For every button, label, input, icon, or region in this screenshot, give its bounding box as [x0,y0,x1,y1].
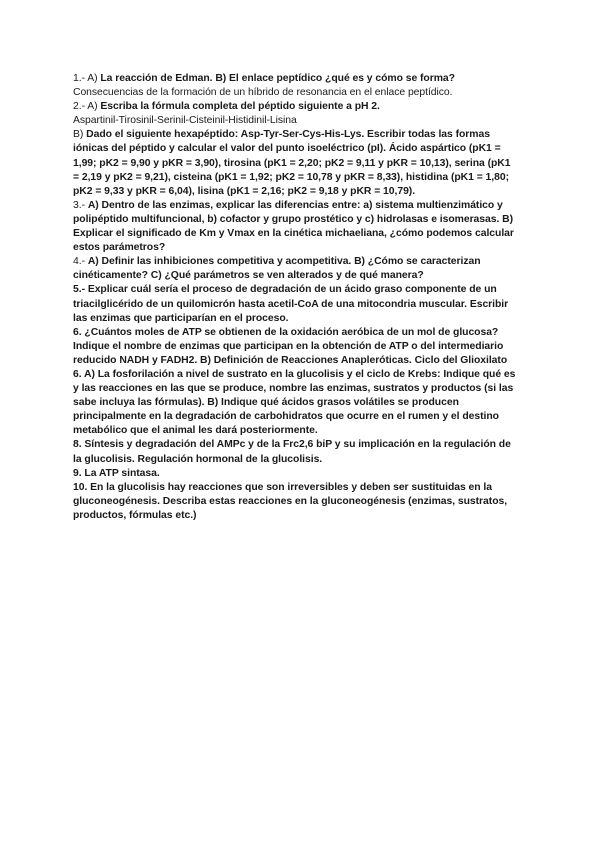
text-segment: 1.- A) [73,73,101,84]
question-item [73,326,529,368]
text-segment: 8. Síntesis y degradación del AMPc y de la Frc2,6 biP y su implicación en la regulación de [73,439,511,451]
text-segment: 9. La ATP sintasa. [73,467,160,479]
text-line [73,438,529,452]
question-item [73,100,529,199]
text-line [73,213,529,227]
text-segment: 2.- A) [73,101,101,113]
text-line [73,142,529,156]
text-segment: A) Definir las inhibiciones competitiva y acompetitiva. B) ¿Cómo se caracterizan [87,256,481,268]
text-segment: estos parámetros? [73,242,166,254]
text-line [73,354,529,368]
text-line [73,396,529,410]
text-line [73,171,529,185]
text-segment: pK2 = 9,33 y pKR = 6,04), lisina (pK1 = 2,16; pK2 = 9,18 y pKR = 10,79). [73,185,416,197]
text-segment: 6. A) La fosforilación a nivel de sustrato en la glucolisis y el ciclo de Krebs: Indique qué es [73,368,516,380]
text-segment: cinéticamente? C) ¿Qué parámetros se ven alterados y de qué manera? [73,270,424,282]
text-line [73,509,529,523]
text-line [73,157,529,171]
text-segment: Aspartinil-Tirosinil-Serinil-Cisteinil-Histidinil-Lisina [73,115,297,127]
text-segment: Consecuencias de la formación de un híbrido de resonancia en el enlace peptídico. [73,87,453,99]
text-segment: 1,99; pK2 = 9,90 y pKR = 3,90), [73,157,224,169]
text-line [73,185,529,199]
text-segment: La reacción de Edman. B) El enlace peptídico ¿qué es y cómo se forma? [100,73,455,84]
question-item [73,72,529,100]
text-segment: A) Dentro de las enzimas, explicar las diferencias entre: a) sistema multienzimático y [87,199,503,211]
text-segment: 6. ¿Cuántos moles de ATP se obtienen de la oxidación aeróbica de un mol de glucosa? [73,326,499,338]
question-item [73,255,529,283]
text-line [73,467,529,481]
text-segment: tirosina (pK1 = 2,20; pK2 = 9,11 y pKR = 10,13), serina (pK1 [223,157,511,169]
text-segment: triacilglicérido de un quilomicrón hasta acetil-CoA de una mitocondria muscular. Escribir [73,298,509,310]
text-segment: principalmente en la degradación de carbohidratos que ocurre en el rumen y el destino [73,411,499,423]
text-line [73,86,529,100]
text-line [73,410,529,424]
text-segment: sabe incluya las fórmulas). B) Indique qué ácidos grasos volátiles se producen [73,397,459,409]
text-line [73,340,529,354]
text-segment: las enzimas que participarían en el proceso. [73,312,289,324]
text-line [73,368,529,382]
text-line [73,298,529,312]
question-item [73,283,529,325]
text-line [73,72,529,86]
question-item [73,368,529,438]
text-line [73,495,529,509]
text-line [73,100,529,114]
text-segment: 4.- [73,256,88,268]
text-segment: gluconeogénesis. Describa estas reacciones en la gluconeogénesis (enzimas, sustratos, [73,495,508,507]
text-line [73,424,529,438]
text-segment: Explicar el significado de Km y Vmax en la cinética michaeliana, ¿cómo podemos calcular [73,228,514,240]
text-line [73,269,529,283]
text-segment: Escriba la fórmula completa del péptido siguiente a pH 2. [100,101,380,113]
question-item [73,467,529,481]
text-segment: 3.- [73,199,88,211]
text-segment: = 2,19 y pK2 = 9,21), cisteina (pK1 = 1,92; pK2 = 10,78 y pKR = 8,33), histidina (pK1 = 1,80; [73,171,509,183]
text-line [73,227,529,241]
text-segment: iónicas del péptido y calcular el valor del punto isoeléctrico (pI). Ácido aspártico (pK1 = [73,143,501,155]
text-line [73,241,529,255]
text-segment: 5.- Explicar cuál sería el proceso de degradación de un ácido graso componente de un [73,284,497,296]
text-line [73,283,529,297]
text-segment: productos, fórmulas etc.) [73,509,197,521]
question-item [73,481,529,523]
text-segment: 10. En la glucolisis hay reacciones que son irreversibles y deben ser sustituidas en la [73,481,492,493]
text-segment: reducido NADH y FADH2. B) Definición de Reacciones Anapleróticas. Ciclo del Glioxilato [73,354,508,366]
text-line [73,382,529,396]
text-line [73,326,529,340]
question-item [73,199,529,255]
text-line [73,128,529,142]
text-segment: y las reacciones en las que se produce, nombre las enzimas, sustratos y productos (si las [73,383,514,395]
text-segment: Dado el siguiente hexapéptido: Asp-Tyr-Ser-Cys-His-Lys. Escribir todas las formas [86,129,490,141]
text-segment: B) [73,129,87,141]
text-line [73,199,529,213]
text-segment: la glucolisis. Regulación hormonal de la glucolisis. [73,453,323,465]
document-body [73,72,529,523]
text-line [73,255,529,269]
question-item [73,438,529,466]
text-segment: polipéptido multifuncional, b) cofactor y grupo prostético y c) hidrolasas e isomerasas. B) [73,213,514,225]
text-segment: Indique el nombre de enzimas que participan en la obtención de ATP o del intermediario [73,340,504,352]
text-line [73,312,529,326]
text-line [73,114,529,128]
text-line [73,481,529,495]
text-segment: metabólico que el animal les dará posteriormente. [73,425,318,437]
text-line [73,453,529,467]
